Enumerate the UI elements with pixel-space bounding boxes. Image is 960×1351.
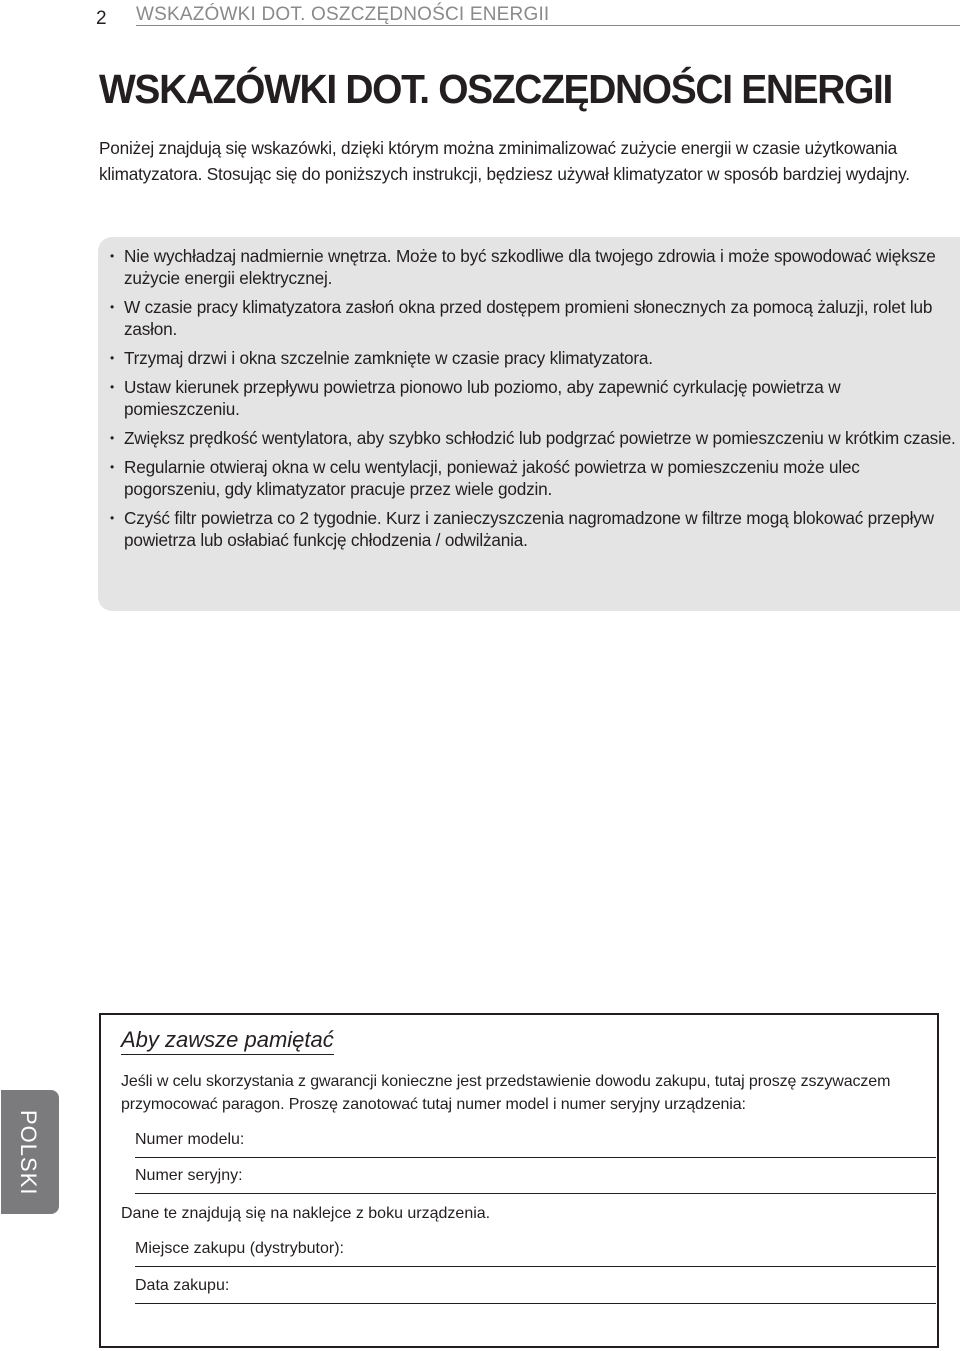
- tip-text: Ustaw kierunek przepływu powietrza pionowo lub poziomo, aby zapewnić cyrkulację powietrza w pomieszczeniu.: [124, 377, 841, 419]
- tip-text: Trzymaj drzwi i okna szczelnie zamknięte w czasie pracy klimatyzatora.: [124, 348, 653, 368]
- tip-text: W czasie pracy klimatyzatora zasłoń okna przed dostępem promieni słonecznych za pomocą żaluzji, rolet lub zasłon.: [124, 297, 933, 339]
- purchase-place-label: Miejsce zakupu (dystrybutor):: [135, 1240, 344, 1257]
- tip-item: [110, 427, 960, 449]
- remember-text: Jeśli w celu skorzystania z gwarancji konieczne jest przedstawienie dowodu zakupu, tutaj proszę zszywaczem przymocować paragon. Proszę zanotować tutaj numer model i numer seryjny urządzenia:: [121, 1073, 891, 1113]
- model-number-label: Numer modelu:: [135, 1131, 245, 1148]
- remember-title: Aby zawsze pamiętać: [121, 1027, 334, 1055]
- tip-item: [110, 296, 960, 340]
- purchase-date-field[interactable]: [135, 1277, 936, 1304]
- tip-item: [110, 456, 960, 500]
- bullet-icon: •: [110, 431, 115, 445]
- purchase-date-label: Data zakupu:: [135, 1277, 230, 1294]
- serial-number-field[interactable]: [135, 1167, 936, 1194]
- tip-text: Czyść filtr powietrza co 2 tygodnie. Kurz i zanieczyszczenia nagromadzone w filtrze mogą blokować przepływ powietrza lub osłabiać funkcję chłodzenia / odwilżania.: [124, 508, 934, 550]
- purchase-place-field[interactable]: [135, 1240, 936, 1267]
- tip-text: Zwiększ prędkość wentylatora, aby szybko schłodzić lub podgrzać powietrze w pomieszczeniu w krótkim czasie.: [124, 428, 956, 448]
- tip-item: [110, 507, 960, 551]
- sticker-note: Dane te znajdują się na naklejce z boku urządzenia.: [121, 1205, 491, 1222]
- intro-paragraph: Poniżej znajdują się wskazówki, dzięki którym można zminimalizować zużycie energii w czasie użytkowania klimatyzatora. Stosując się do poniższych instrukcji, będziesz używał klimatyzator w sposób bardziej wydajny.: [99, 138, 910, 184]
- page-number: 2: [96, 8, 107, 29]
- bullet-icon: •: [110, 351, 115, 365]
- bullet-icon: •: [110, 300, 115, 314]
- bullet-icon: •: [110, 460, 115, 474]
- tip-text: Nie wychładzaj nadmiernie wnętrza. Może to być szkodliwe dla twojego zdrowia i może spowodować większe zużycie energii elektrycznej.: [124, 246, 936, 288]
- bullet-icon: •: [110, 249, 115, 263]
- tip-text: Regularnie otwieraj okna w celu wentylacji, ponieważ jakość powietrza w pomieszczeniu może ulec pogorszeniu, gdy klimatyzator pracuje przez wiele godzin.: [124, 457, 860, 499]
- tip-item: [110, 376, 960, 420]
- model-number-field[interactable]: [135, 1131, 936, 1158]
- bullet-icon: •: [110, 380, 115, 394]
- header-divider: [136, 25, 960, 26]
- page-title: WSKAZÓWKI DOT. OSZCZĘDNOŚCI ENERGII: [99, 66, 893, 112]
- bullet-icon: •: [110, 511, 115, 525]
- language-tab-label: POLSKI: [16, 1110, 41, 1196]
- tip-item: [110, 347, 960, 369]
- running-header: WSKAZÓWKI DOT. OSZCZĘDNOŚCI ENERGII: [136, 4, 550, 25]
- serial-number-label: Numer seryjny:: [135, 1167, 243, 1184]
- tip-item: [110, 245, 960, 289]
- tips-list: [110, 245, 960, 558]
